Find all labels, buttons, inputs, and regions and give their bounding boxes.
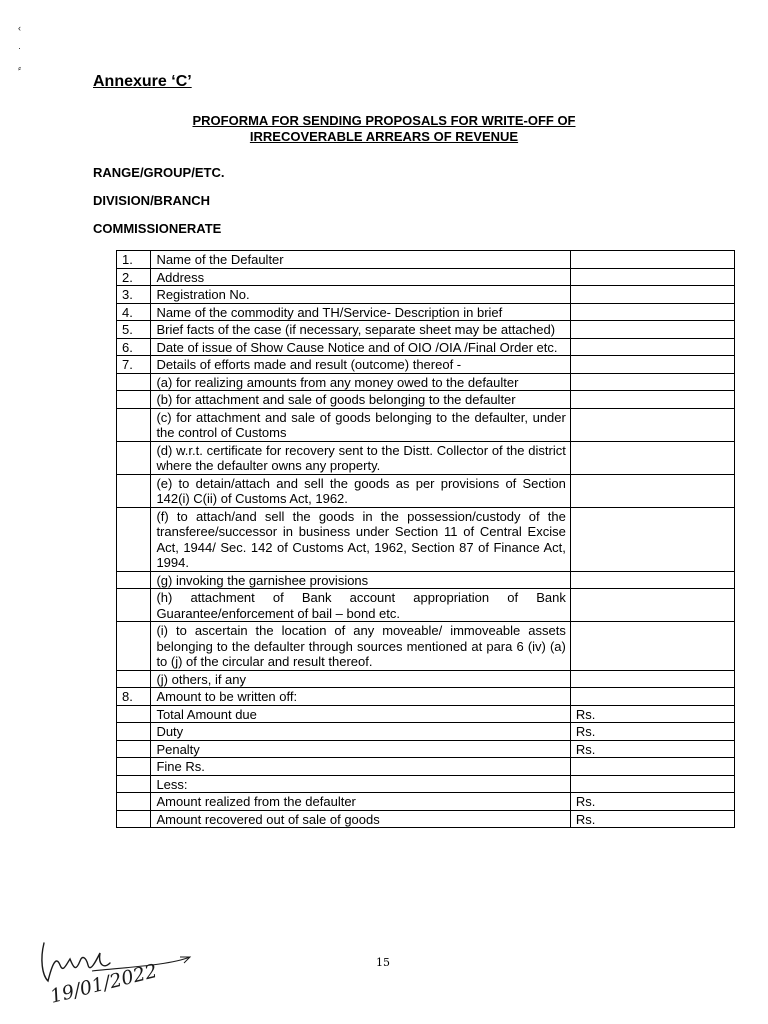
row-description-cell: Name of the commodity and TH/Service- Description in brief: [151, 303, 570, 321]
row-description-cell: Amount to be written off:: [151, 688, 570, 706]
row-description-cell: (j) others, if any: [151, 670, 570, 688]
row-value-cell: Rs.: [570, 810, 734, 828]
row-description-cell: (g) invoking the garnishee provisions: [151, 571, 570, 589]
row-description-cell: Amount recovered out of sale of goods: [151, 810, 570, 828]
row-number-cell: [117, 775, 151, 793]
row-number-cell: 8.: [117, 688, 151, 706]
row-number-cell: [117, 589, 151, 622]
row-description-cell: Less:: [151, 775, 570, 793]
row-value-cell: [570, 758, 734, 776]
row-description-cell: (b) for attachment and sale of goods belonging to the defaulter: [151, 391, 570, 409]
row-description-cell: Address: [151, 268, 570, 286]
range-label: RANGE/GROUP/ETC.: [93, 165, 225, 180]
table-row: [117, 338, 735, 356]
row-description-cell: (e) to detain/attach and sell the goods as per provisions of Section 142(i) C(ii) of Customs Act, 1962.: [151, 474, 570, 507]
row-number-cell: [117, 373, 151, 391]
row-value-cell: Rs.: [570, 793, 734, 811]
division-label: DIVISION/BRANCH: [93, 193, 211, 208]
svg-text:19/01/2022: 19/01/2022: [47, 960, 160, 1008]
annexure-title: Annexure ‘C’: [93, 73, 192, 90]
proforma-table-body: [117, 251, 735, 828]
row-value-cell: [570, 251, 734, 269]
handwritten-signature: [30, 935, 200, 1020]
row-description-cell: Duty: [151, 723, 570, 741]
row-description-cell: Amount realized from the defaulter: [151, 793, 570, 811]
row-number-cell: [117, 740, 151, 758]
table-row: [117, 622, 735, 671]
table-row: [117, 571, 735, 589]
row-description-cell: Registration No.: [151, 286, 570, 304]
row-value-cell: [570, 321, 734, 339]
row-value-cell: [570, 268, 734, 286]
row-description-cell: (h) attachment of Bank account appropriation of Bank Guarantee/enforcement of bail – bond etc.: [151, 589, 570, 622]
table-row: [117, 286, 735, 304]
row-number-cell: [117, 670, 151, 688]
row-number-cell: [117, 571, 151, 589]
row-value-cell: Rs.: [570, 740, 734, 758]
row-description-cell: Total Amount due: [151, 705, 570, 723]
row-number-cell: [117, 810, 151, 828]
heading-line-1: PROFORMA FOR SENDING PROPOSALS FOR WRITE-OFF OF: [192, 113, 576, 128]
margin-marks: ‹ · ⸗: [18, 23, 21, 73]
row-number-cell: [117, 408, 151, 441]
table-row: [117, 474, 735, 507]
row-value-cell: [570, 441, 734, 474]
table-row: [117, 810, 735, 828]
table-row: [117, 408, 735, 441]
row-description-cell: (f) to attach/and sell the goods in the possession/custody of the transferee/successor in business under Section 11 of Central Excise Act, 1944/ Sec. 142 of Customs Act, 1962, Section 87 of Finance Act, 1994.: [151, 507, 570, 571]
row-number-cell: 1.: [117, 251, 151, 269]
row-description-cell: (d) w.r.t. certificate for recovery sent to the Distt. Collector of the district where the defaulter owns any property.: [151, 441, 570, 474]
row-value-cell: [570, 670, 734, 688]
row-number-cell: 4.: [117, 303, 151, 321]
table-row: [117, 268, 735, 286]
row-number-cell: 5.: [117, 321, 151, 339]
row-number-cell: 3.: [117, 286, 151, 304]
row-description-cell: (a) for realizing amounts from any money owed to the defaulter: [151, 373, 570, 391]
table-row: [117, 670, 735, 688]
row-number-cell: [117, 705, 151, 723]
row-number-cell: [117, 758, 151, 776]
table-row: [117, 441, 735, 474]
table-row: [117, 775, 735, 793]
table-row: [117, 303, 735, 321]
heading-line-2: IRRECOVERABLE ARREARS OF REVENUE: [249, 129, 519, 144]
row-number-cell: [117, 391, 151, 409]
row-number-cell: 7.: [117, 356, 151, 374]
table-row: [117, 740, 735, 758]
table-row: [117, 688, 735, 706]
row-description-cell: Brief facts of the case (if necessary, separate sheet may be attached): [151, 321, 570, 339]
row-value-cell: Rs.: [570, 705, 734, 723]
row-value-cell: [570, 474, 734, 507]
row-value-cell: [570, 373, 734, 391]
row-value-cell: [570, 408, 734, 441]
table-row: [117, 723, 735, 741]
row-number-cell: [117, 622, 151, 671]
row-description-cell: Name of the Defaulter: [151, 251, 570, 269]
row-value-cell: [570, 356, 734, 374]
table-row: [117, 758, 735, 776]
row-description-cell: Penalty: [151, 740, 570, 758]
table-row: [117, 391, 735, 409]
row-value-cell: Rs.: [570, 723, 734, 741]
page-number: 15: [376, 956, 390, 969]
table-row: [117, 507, 735, 571]
row-value-cell: [570, 507, 734, 571]
row-number-cell: [117, 441, 151, 474]
commissionerate-label: COMMISSIONERATE: [93, 221, 222, 236]
table-row: [117, 589, 735, 622]
table-row: [117, 356, 735, 374]
table-row: [117, 251, 735, 269]
row-number-cell: [117, 474, 151, 507]
row-number-cell: 2.: [117, 268, 151, 286]
row-value-cell: [570, 391, 734, 409]
row-value-cell: [570, 571, 734, 589]
row-value-cell: [570, 688, 734, 706]
table-row: [117, 793, 735, 811]
row-description-cell: (c) for attachment and sale of goods belonging to the defaulter, under the control of Customs: [151, 408, 570, 441]
row-value-cell: [570, 775, 734, 793]
row-number-cell: [117, 723, 151, 741]
proforma-heading: [110, 113, 658, 145]
row-description-cell: (i) to ascertain the location of any moveable/ immoveable assets belonging to the defaulter through sources mentioned at para 6 (iv) (a) to (j) of the circular and result thereof.: [151, 622, 570, 671]
row-description-cell: Date of issue of Show Cause Notice and of OIO /OIA /Final Order etc.: [151, 338, 570, 356]
row-description-cell: Fine Rs.: [151, 758, 570, 776]
row-value-cell: [570, 286, 734, 304]
row-description-cell: Details of efforts made and result (outcome) thereof -: [151, 356, 570, 374]
table-row: [117, 321, 735, 339]
row-number-cell: [117, 793, 151, 811]
row-number-cell: 6.: [117, 338, 151, 356]
row-value-cell: [570, 589, 734, 622]
table-row: [117, 705, 735, 723]
row-value-cell: [570, 622, 734, 671]
row-value-cell: [570, 303, 734, 321]
proforma-table: [116, 250, 735, 828]
table-row: [117, 373, 735, 391]
signature-image: [30, 935, 200, 1015]
row-number-cell: [117, 507, 151, 571]
row-value-cell: [570, 338, 734, 356]
